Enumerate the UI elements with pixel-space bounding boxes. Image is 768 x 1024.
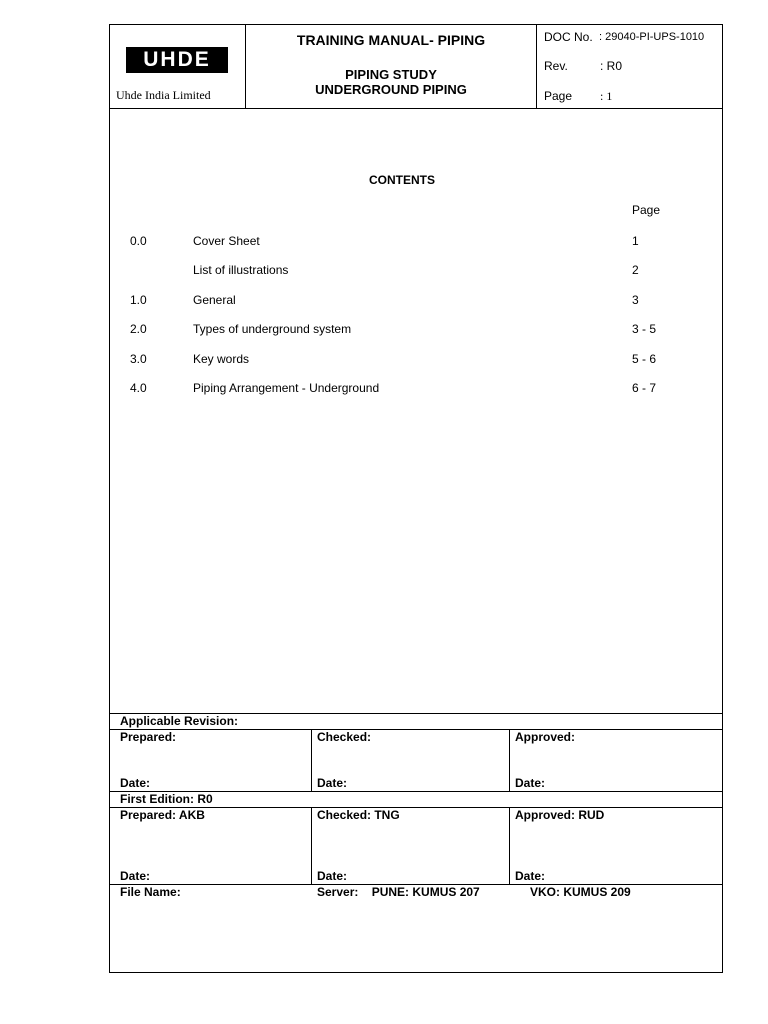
server-label: Server: PUNE: KUMUS 207 <box>317 885 480 899</box>
toc-row <box>110 293 724 309</box>
page-number <box>544 89 613 103</box>
header-bottom-line <box>110 108 722 109</box>
header-divider-right <box>536 25 537 108</box>
uhde-logo: UHDE <box>126 47 228 73</box>
approved-label: Approved: <box>515 730 575 744</box>
checked-date-label: Date: <box>317 869 348 883</box>
company-name: Uhde India Limited <box>116 88 211 102</box>
signoff-divider <box>509 807 510 884</box>
toc-number: 2.0 <box>130 322 147 336</box>
study-title <box>246 67 536 97</box>
signoff-divider <box>311 807 312 884</box>
toc-title: Cover Sheet <box>193 234 260 248</box>
checked-date-label: Date: <box>317 776 348 790</box>
toc-page: 5 - 6 <box>632 352 657 366</box>
study-title-line1: PIPING STUDY <box>345 67 437 82</box>
first-edition-label: First Edition: R0 <box>120 792 213 806</box>
document-page <box>109 24 723 973</box>
toc-page: 6 - 7 <box>632 381 657 395</box>
checked-tng: Checked: TNG <box>317 808 400 822</box>
prepared-label: Prepared: <box>120 730 177 744</box>
contents-page-heading: Page <box>632 203 661 217</box>
toc-row <box>110 322 724 338</box>
doc-number <box>544 30 705 44</box>
signoff-line <box>110 729 722 730</box>
toc-title: Key words <box>193 352 250 366</box>
doc-number-value: : 29040-PI-UPS-1010 <box>599 31 705 43</box>
toc-row <box>110 381 724 397</box>
toc-title: General <box>193 293 236 307</box>
toc-page: 1 <box>632 234 639 248</box>
page-number-label: Page <box>544 89 573 103</box>
toc-page: 3 <box>632 293 639 307</box>
approved-date-label: Date: <box>515 776 546 790</box>
file-name-label: File Name: <box>120 885 181 899</box>
revision <box>544 59 623 73</box>
toc-number: 0.0 <box>130 234 147 248</box>
approved-date-label: Date: <box>515 869 546 883</box>
toc-row <box>110 352 724 368</box>
signoff-divider <box>311 729 312 791</box>
toc-number: 3.0 <box>130 352 147 366</box>
study-title-line2: UNDERGROUND PIPING <box>315 82 467 97</box>
signoff-divider <box>509 729 510 791</box>
vko-label: VKO: KUMUS 209 <box>530 885 631 899</box>
page-number-value: : 1 <box>600 89 613 103</box>
prepared-akb: Prepared: AKB <box>120 808 205 822</box>
prepared-date-label: Date: <box>120 869 151 883</box>
toc-title: Types of underground system <box>193 322 352 336</box>
toc-title: Piping Arrangement - Underground <box>193 381 380 395</box>
doc-number-label: DOC No. <box>544 30 593 44</box>
toc-page: 2 <box>632 263 639 277</box>
toc-title: List of illustrations <box>193 263 289 277</box>
manual-title: TRAINING MANUAL- PIPING <box>296 32 486 48</box>
toc-row <box>110 263 724 279</box>
applicable-revision-label: Applicable Revision: <box>120 714 239 728</box>
checked-label: Checked: <box>317 730 372 744</box>
prepared-date-label: Date: <box>120 776 151 790</box>
approved-rud: Approved: RUD <box>515 808 605 822</box>
toc-row <box>110 234 724 250</box>
revision-label: Rev. <box>544 59 568 73</box>
toc-number: 1.0 <box>130 293 147 307</box>
toc-number: 4.0 <box>130 381 147 395</box>
revision-value: : R0 <box>600 59 623 73</box>
contents-heading: CONTENTS <box>369 173 435 187</box>
toc-page: 3 - 5 <box>632 322 657 336</box>
